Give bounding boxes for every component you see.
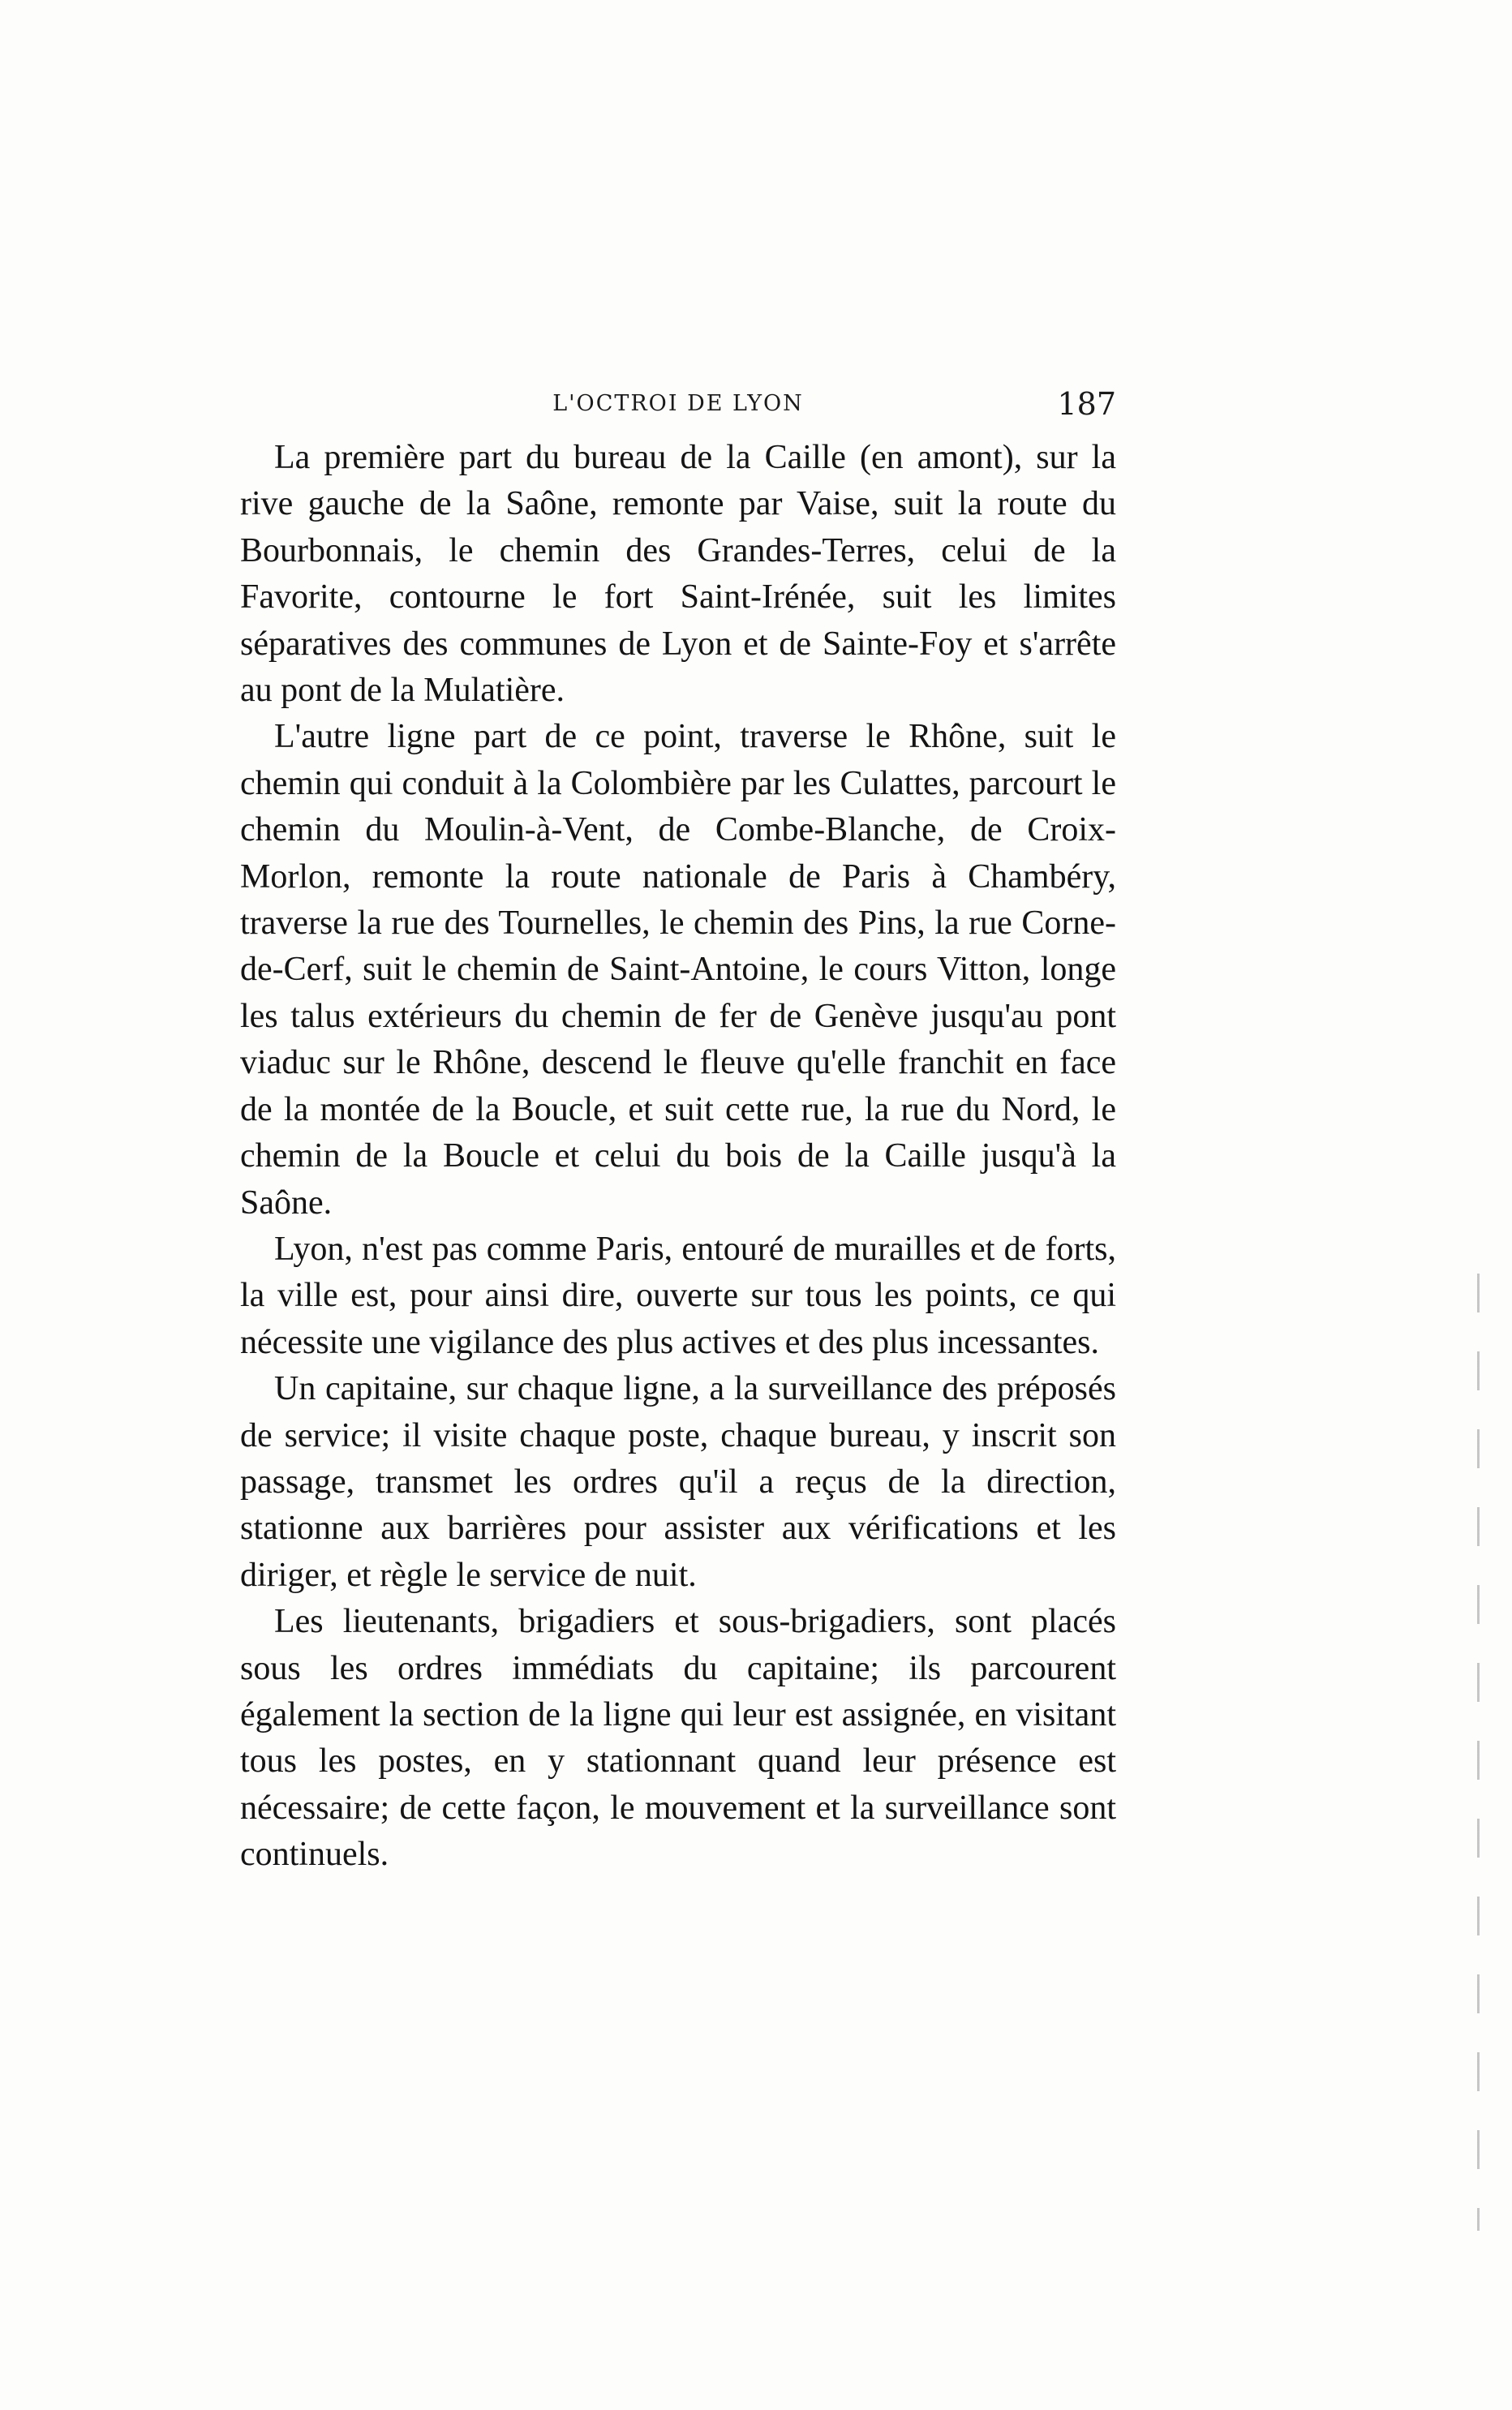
running-head: [240, 386, 1116, 435]
body-text: [240, 435, 1116, 1879]
paragraph: Lyon, n'est pas comme Paris, entouré de murailles et de forts, la ville est, pour ainsi dire, ouverte sur tous les points, ce qui nécessite une vigilance des plus actives et des plus incessantes.: [240, 1230, 1116, 1361]
page-number: 187: [1057, 386, 1116, 422]
running-title: L'OCTROI DE LYON: [552, 391, 804, 416]
paragraph: La première part du bureau de la Caille (en amont), sur la rive gauche de la Saône, remonte par Vaise, suit la route du Bourbonnais, le chemin des Grandes-Terres, celui de la Favorite, contourne le fort Saint-Irénée, suit les limites séparatives des communes de Lyon et de Sainte-Foy et s'arrête au pont de la Mulatière.: [240, 439, 1116, 710]
paragraph: L'autre ligne part de ce point, traverse le Rhône, suit le chemin qui conduit à la Colombière par les Culattes, parcourt le chemin du Moulin-à-Vent, de Combe-Blanche, de Croix-Morlon, remonte la route nationale de Paris à Chambéry, traverse la rue des Tournelles, le chemin des Pins, la rue Corne-de-Cerf, suit le chemin de Saint-Antoine, le cours Vitton, longe les talus extérieurs du chemin de fer de Genève jusqu'au pont viaduc sur le Rhône, descend le fleuve qu'elle franchit en face de la montée de la Boucle, et suit cette rue, la rue du Nord, le chemin de la Boucle et celui du bois de la Caille jusqu'à la Saône.: [240, 718, 1116, 1222]
page-edge-shadow: [1477, 1274, 1480, 2231]
paragraph: Un capitaine, sur chaque ligne, a la surveillance des préposés de service; il visite chaque poste, chaque bureau, y inscrit son passage, transmet les ordres qu'il a reçus de la direction, stationne aux barrières pour assister aux vérifications et les diriger, et règle le service de nuit.: [240, 1370, 1116, 1594]
paragraph: Les lieutenants, brigadiers et sous-brigadiers, sont placés sous les ordres immédiats du capitaine; ils parcourent également la section de la ligne qui leur est assignée, en visitant tous les postes, en y stationnant quand leur présence est nécessaire; de cette façon, le mouvement et la surveillance sont continuels.: [240, 1603, 1116, 1874]
